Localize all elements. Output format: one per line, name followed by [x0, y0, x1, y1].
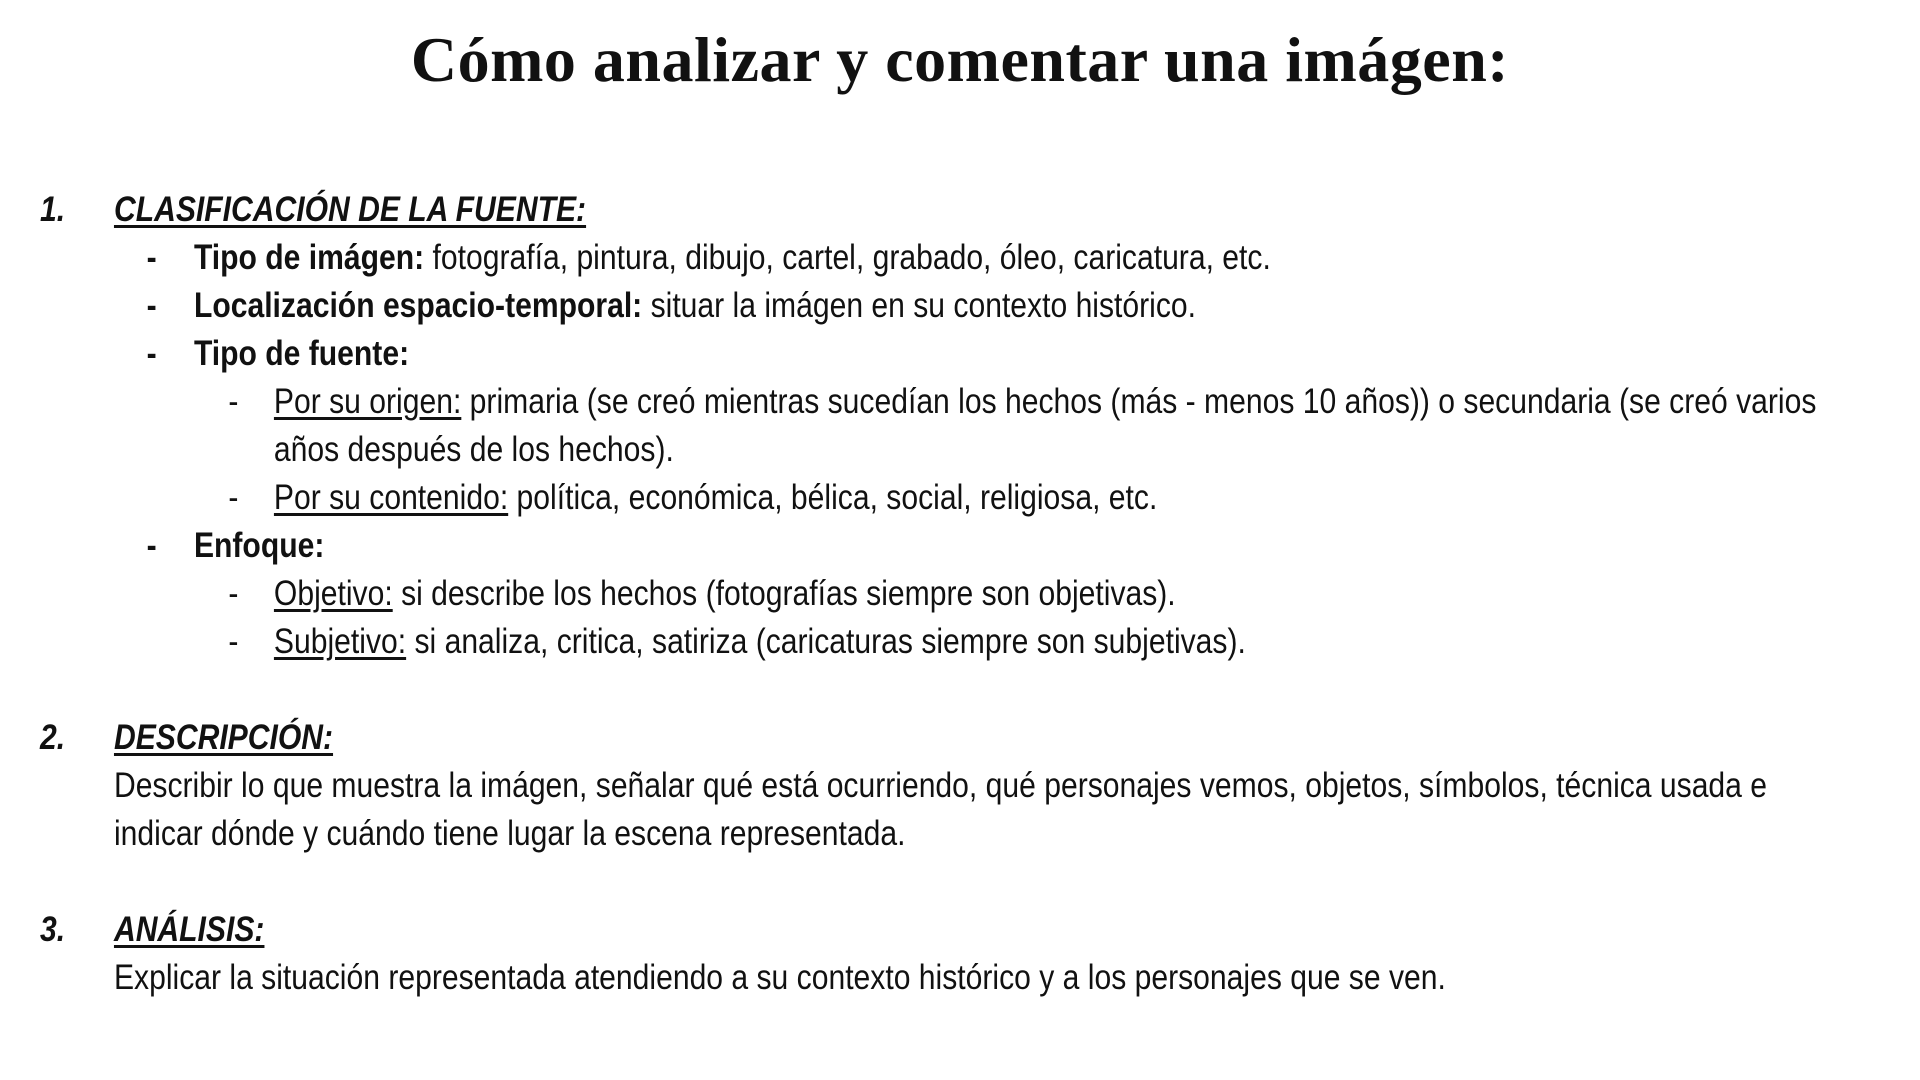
sub-item-label: Objetivo:	[273, 574, 393, 613]
bullet-list	[114, 234, 1846, 666]
sub-item-label: Por su origen:	[273, 382, 462, 421]
sub-bullet-dash: -	[228, 622, 239, 661]
page-title: Cómo analizar y comentar una imágen:	[410, 24, 1510, 95]
sub-item-origen	[228, 378, 1846, 474]
item-label: Tipo de fuente:	[193, 334, 410, 373]
bullet-dash: -	[146, 526, 157, 565]
sub-bullet-dash: -	[228, 382, 239, 421]
bullet-dash: -	[146, 334, 157, 373]
sub-item-label: Por su contenido:	[273, 478, 509, 517]
item-label: Localización espacio-temporal:	[193, 286, 643, 325]
sub-bullet-dash: -	[228, 478, 239, 517]
section-descripcion	[40, 714, 1846, 858]
section-body: Describir lo que muestra la imágen, señalar qué está ocurriendo, qué personajes vemos, objetos, símbolos, técnica usada e indicar dónde y cuándo tiene lugar la escena representada.	[113, 766, 1768, 853]
section-number: 2.	[40, 718, 66, 757]
sub-bullet-dash: -	[228, 574, 239, 613]
sub-item-text: si describe los hechos (fotografías siempre son objetivas).	[392, 574, 1176, 613]
sub-list	[194, 378, 1846, 522]
section-heading: ANÁLISIS:	[113, 910, 265, 949]
section-body: Explicar la situación representada atendiendo a su contexto histórico y a los personajes que se ven.	[113, 958, 1446, 997]
sub-item-text: si analiza, critica, satiriza (caricaturas siempre son subjetivas).	[406, 622, 1246, 661]
bullet-dash: -	[146, 286, 157, 325]
section-number: 3.	[40, 910, 66, 949]
section-heading: CLASIFICACIÓN DE LA FUENTE:	[113, 190, 587, 229]
section-clasificacion	[40, 186, 1846, 666]
sub-item-subjetivo	[228, 618, 1846, 666]
document-body	[40, 186, 1846, 1002]
list-item-localizacion	[146, 282, 1846, 330]
section-analisis	[40, 906, 1846, 1002]
sub-item-text: política, económica, bélica, social, religiosa, etc.	[508, 478, 1158, 517]
list-item-tipo-fuente	[146, 330, 1846, 522]
item-text: fotografía, pintura, dibujo, cartel, grabado, óleo, caricatura, etc.	[424, 238, 1271, 277]
section-heading: DESCRIPCIÓN:	[113, 718, 334, 757]
sub-item-contenido	[228, 474, 1846, 522]
item-text: situar la imágen en su contexto histórico.	[642, 286, 1197, 325]
sub-item-objetivo	[228, 570, 1846, 618]
sub-list	[194, 570, 1846, 666]
bullet-dash: -	[146, 238, 157, 277]
section-number: 1.	[40, 190, 66, 229]
item-label: Tipo de imágen:	[193, 238, 425, 277]
sub-item-label: Subjetivo:	[273, 622, 407, 661]
item-label: Enfoque:	[193, 526, 325, 565]
list-item-tipo-imagen	[146, 234, 1846, 282]
list-item-enfoque	[146, 522, 1846, 666]
sub-item-text: primaria (se creó mientras sucedían los hechos (más - menos 10 años)) o secundaria (se creó varios años después de los hechos).	[273, 382, 1817, 469]
